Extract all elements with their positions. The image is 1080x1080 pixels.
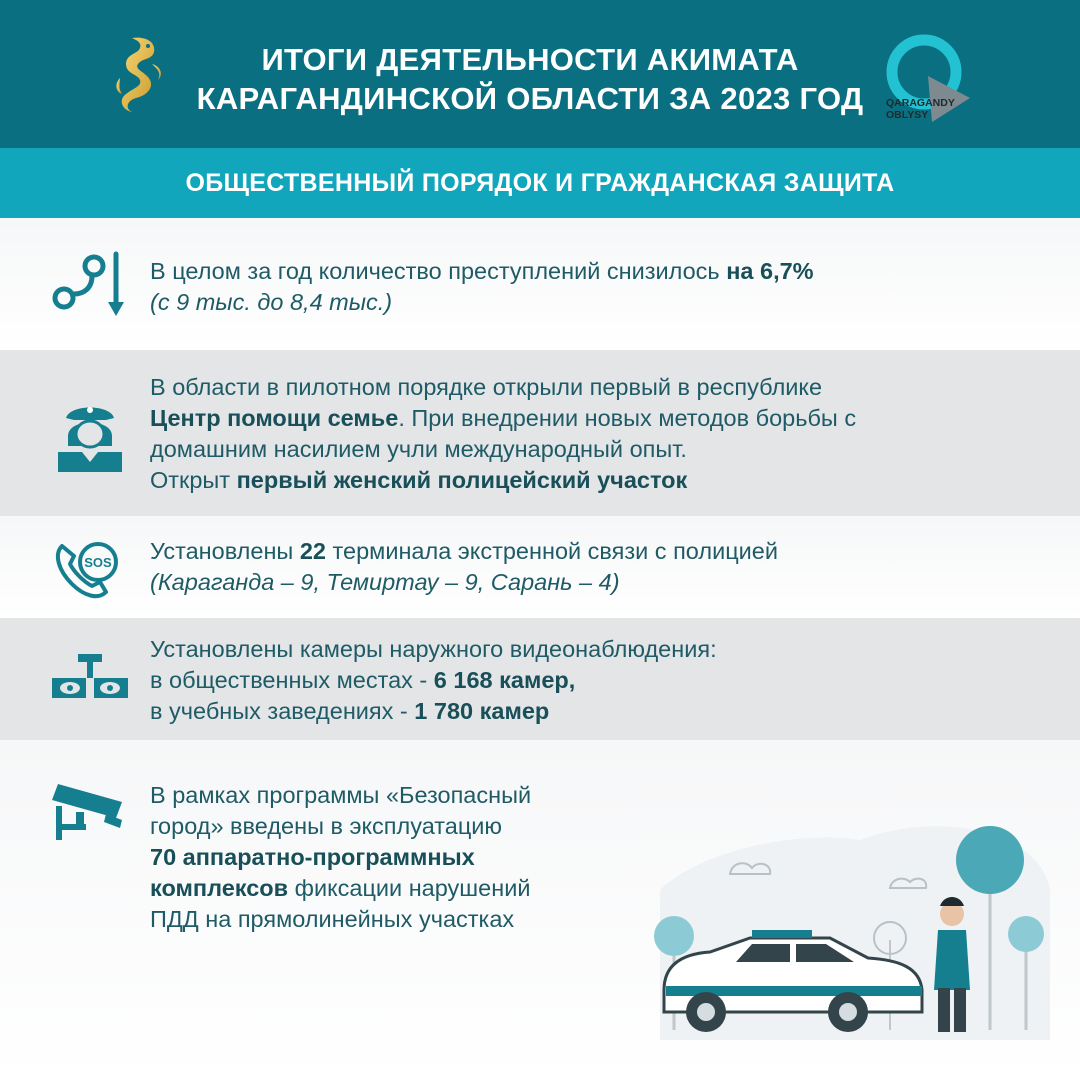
safe-city-complexes: комплексов	[150, 875, 289, 901]
info-row-crime	[0, 218, 1080, 350]
safe-city-line-2: город» введены в эксплуатацию	[150, 813, 503, 839]
sos-breakdown: (Караганда – 9, Темиртау – 9, Сарань – 4)	[150, 569, 620, 595]
info-row-cameras	[0, 618, 1080, 740]
policewoman-icon	[48, 396, 132, 472]
sos-count: 22	[299, 538, 326, 564]
logo-text-qaragandy: QARAGANDY	[886, 97, 955, 109]
section-banner	[0, 148, 1080, 218]
item-text-sos	[150, 536, 778, 598]
crime-range: (с 9 тыс. до 8,4 тыс.)	[150, 289, 393, 315]
traffic-camera-icon	[48, 776, 132, 840]
safe-city-count: 70 аппаратно-программных	[150, 844, 475, 870]
crime-percent: на 6,7%	[726, 258, 814, 284]
women-police-station: первый женский полицейский участок	[236, 467, 688, 493]
crime-text: В целом за год количество преступлений снизилось	[150, 258, 727, 284]
sos-phone-icon	[48, 536, 132, 602]
title-line-2: КАРАГАНДИНСКОЙ ОБЛАСТИ ЗА 2023 ГОД	[196, 81, 864, 116]
cameras-schools-count: 1 780 камер	[414, 698, 550, 724]
item-text-cameras	[150, 634, 717, 727]
family-line-2: . При внедрении новых методов борьбы с	[398, 405, 857, 431]
safe-city-line-4: ПДД на прямолинейных участках	[150, 906, 515, 932]
family-line-3: домашним насилием учли международный опыт.	[150, 436, 687, 462]
item-text-crime	[150, 256, 814, 318]
svg-text:SOS: SOS	[84, 555, 112, 570]
qaragandy-oblysy-logo	[884, 32, 970, 124]
section-title: ОБЩЕСТВЕННЫЙ ПОРЯДОК И ГРАЖДАНСКАЯ ЗАЩИТА	[185, 169, 895, 197]
info-row-sos-terminals	[0, 516, 1080, 618]
cameras-public-count: 6 168 камер,	[433, 667, 576, 693]
safe-city-line-1: В рамках программы «Безопасный	[150, 782, 532, 808]
header-bar	[0, 0, 1080, 148]
logo-text-oblysy: OBLYSY	[886, 109, 929, 121]
sos-text-1: Установлены	[150, 538, 300, 564]
item-text-family-center	[150, 372, 856, 496]
surveillance-cameras-icon	[48, 648, 132, 708]
handcuffs-down-icon	[48, 248, 132, 318]
page-title	[150, 40, 910, 118]
cameras-schools-label: в учебных заведениях -	[150, 698, 415, 724]
police-car-officer-illustration	[640, 790, 1060, 1080]
safe-city-line-3: фиксации нарушений	[288, 875, 531, 901]
title-line-1: ИТОГИ ДЕЯТЕЛЬНОСТИ АКИМАТА	[261, 42, 799, 77]
cameras-line-1: Установлены камеры наружного видеонаблюдения:	[150, 636, 717, 662]
family-line-4: Открыт	[150, 467, 237, 493]
family-line-1: В области в пилотном порядке открыли первый в республике	[150, 374, 823, 400]
family-center-name: Центр помощи семье	[150, 405, 399, 431]
item-text-safe-city	[150, 780, 531, 935]
sos-text-2: терминала экстренной связи с полицией	[326, 538, 778, 564]
info-row-family-center	[0, 350, 1080, 516]
cameras-public-label: в общественных местах -	[150, 667, 434, 693]
